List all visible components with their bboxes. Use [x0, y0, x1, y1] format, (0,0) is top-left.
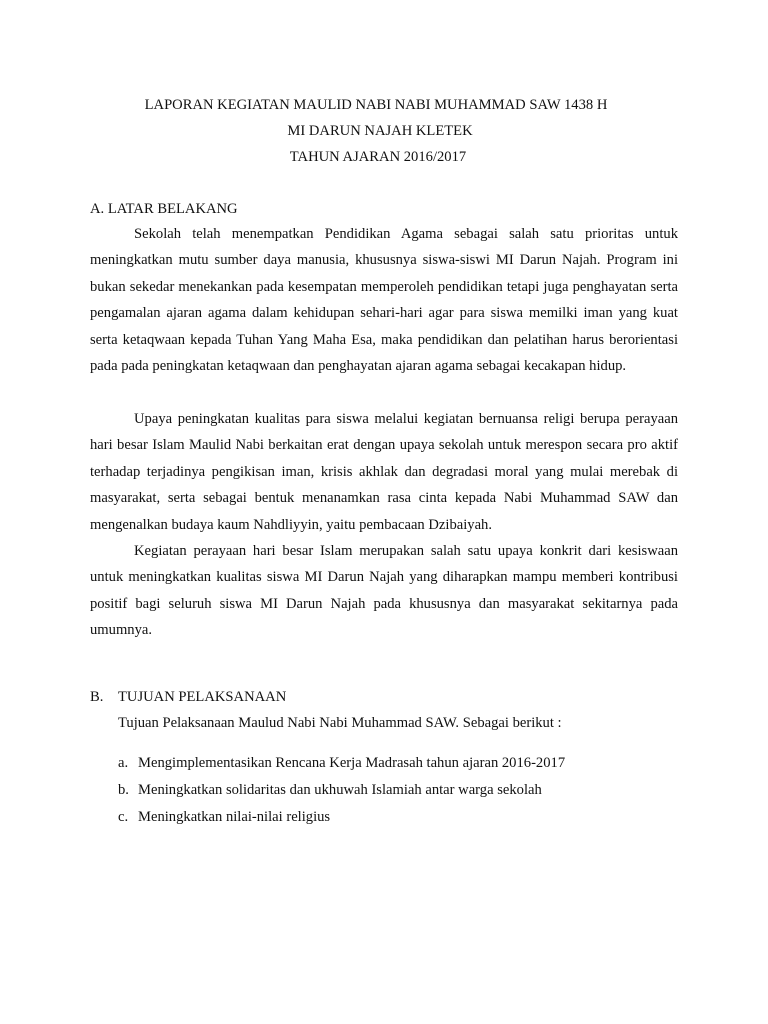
list-item-text: Mengimplementasikan Rencana Kerja Madrasah tahun ajaran 2016-2017	[138, 755, 566, 771]
list-item	[118, 779, 565, 806]
title-line: LAPORAN KEGIATAN MAULID NABI NABI MUHAMMAD SAW 1438 H	[144, 97, 608, 113]
section-b-heading	[90, 687, 286, 707]
section-a-paragraph: Sekolah telah menempatkan Pendidikan Agama sebagai salah satu prioritas untuk meningkatkan mutu sumber daya manusia, khususnya siswa-siswi MI Darun Najah. Program ini bukan sekedar menekankan pada kesempatan memperoleh pendidikan tetapi juga penghayatan serta pengamalan ajaran agama dalam kehidupan sehari-hari agar para siswa memilki iman yang kuat serta ketaqwaan kepada Tuhan Yang Maha Esa, maka pendidikan dan pelatihan harus berorientasi pada pada peningkatan ketaqwaan dan penghayatan ajaran agama sebagai kecakapan hidup.	[90, 226, 678, 375]
list-item-text: Meningkatkan nilai-nilai religius	[138, 809, 331, 825]
objectives-list	[118, 752, 565, 833]
list-marker: a.	[118, 755, 129, 771]
section-b-number: B.	[90, 689, 104, 705]
list-marker: b.	[118, 782, 129, 798]
section-a-paragraph: Kegiatan perayaan hari besar Islam merupakan salah satu upaya konkrit dari kesiswaan untuk meningkatkan kualitas siswa MI Darun Najah yang diharapkan mampu memberi kontribusi positif bagi seluruh siswa MI Darun Najah pada khususnya dan masyarakat sekitarnya pada umumnya.	[90, 543, 678, 639]
list-marker: c.	[118, 809, 129, 825]
title-line: TAHUN AJARAN 2016/2017	[289, 149, 467, 165]
list-item	[118, 806, 565, 833]
section-a-paragraph: Upaya peningkatan kualitas para siswa melalui kegiatan bernuansa religi berupa perayaan hari besar Islam Maulid Nabi berkaitan erat dengan upaya sekolah untuk merespon secara pro aktif terhadap terjadinya pengikisan iman, krisis akhlak dan degradasi moral yang mulai merebak di masyarakat, serta sebagai bentuk menanamkan rasa cinta kepada Nabi Muhammad SAW dan mengenalkan budaya kaum Nahdliyyin, yaitu pembacaan Dzibaiyah.	[90, 411, 678, 533]
section-b-title: TUJUAN PELAKSANAAN	[118, 689, 287, 705]
section-b-intro: Tujuan Pelaksanaan Maulud Nabi Nabi Muhammad SAW. Sebagai berikut :	[118, 715, 562, 731]
list-item	[118, 752, 565, 779]
title-line: MI DARUN NAJAH KLETEK	[287, 123, 473, 139]
list-item-text: Meningkatkan solidaritas dan ukhuwah Islamiah antar warga sekolah	[138, 782, 542, 798]
section-a-heading: A. LATAR BELAKANG	[90, 201, 238, 217]
document-title	[0, 92, 768, 170]
